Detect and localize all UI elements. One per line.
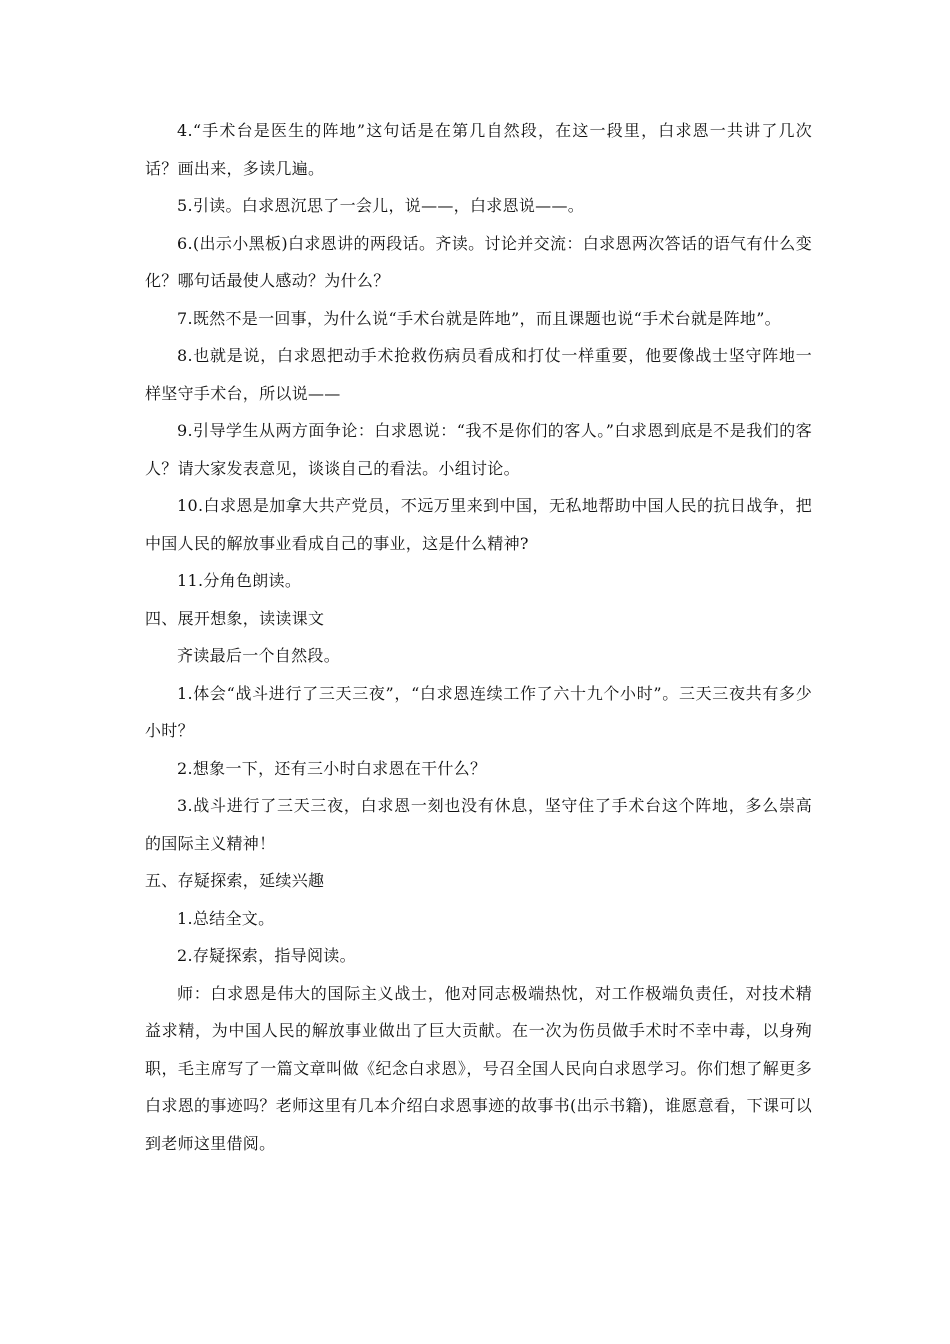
section-heading-four: 四、展开想象，读读课文 [145, 608, 325, 628]
paragraph-step-5: 5.引读。白求恩沉思了一会儿，说——，白求恩说——。 [177, 196, 585, 215]
paragraph-summary-1: 1.总结全文。 [177, 908, 275, 928]
paragraph-imagine-2: 2.想象一下，还有三小时白求恩在干什么？ [177, 758, 487, 778]
paragraph-step-7: 7.既然不是一回事，为什么说“手术台就是阵地”，而且课题也说“手术台就是阵地”。 [177, 308, 781, 328]
paragraph-step-10: 10.白求恩是加拿大共产党员，不远万里来到中国，无私地帮助中国人民的抗日战争，把中国人民的解放事业看成自己的事业，这是什么精神? [145, 496, 812, 553]
paragraph-step-9: 9.引导学生从两方面争论：白求恩说：“我不是你们的客人。”白求恩到底是不是我们的客人？请大家发表意见，谈谈自己的看法。小组讨论。 [145, 421, 812, 478]
paragraph-read-last: 齐读最后一个自然段。 [177, 646, 341, 665]
paragraph-step-11: 11.分角色朗读。 [177, 571, 302, 590]
paragraph-imagine-1: 1.体会“战斗进行了三天三夜”，“白求恩连续工作了六十九个小时”。三天三夜共有多少小时？ [145, 683, 812, 740]
paragraph-step-8: 8.也就是说，白求恩把动手术抢救伤病员看成和打仗一样重要，他要像战士坚守阵地一样坚守手术台，所以说—— [145, 346, 812, 403]
paragraph-step-6: 6.(出示小黑板)白求恩讲的两段话。齐读。讨论并交流：白求恩两次答话的语气有什么变化？哪句话最使人感动？为什么？ [145, 233, 812, 290]
paragraph-teacher-remarks: 师：白求恩是伟大的国际主义战士，他对同志极端热忱，对工作极端负责任，对技术精益求精，为中国人民的解放事业做出了巨大贡献。在一次为伤员做手术时不幸中毒，以身殉职，毛主席写了一篇文章叫做《纪念白求恩》，号召全国人民向白求恩学习。你们想了解更多白求恩的事迹吗？老师这里有几本介绍白求恩事迹的故事书(出示书籍)，谁愿意看，下课可以到老师这里借阅。 [145, 983, 812, 1153]
paragraph-imagine-3: 3.战斗进行了三天三夜，白求恩一刻也没有休息，坚守住了手术台这个阵地，多么崇高的国际主义精神！ [145, 796, 812, 853]
paragraph-step-4: 4.“手术台是医生的阵地”这句话是在第几自然段，在这一段里，白求恩一共讲了几次话？画出来，多读几遍。 [145, 121, 812, 178]
section-heading-five: 五、存疑探索，延续兴趣 [145, 871, 325, 890]
document-body [145, 112, 812, 1162]
paragraph-summary-2: 2.存疑探索，指导阅读。 [177, 946, 356, 965]
